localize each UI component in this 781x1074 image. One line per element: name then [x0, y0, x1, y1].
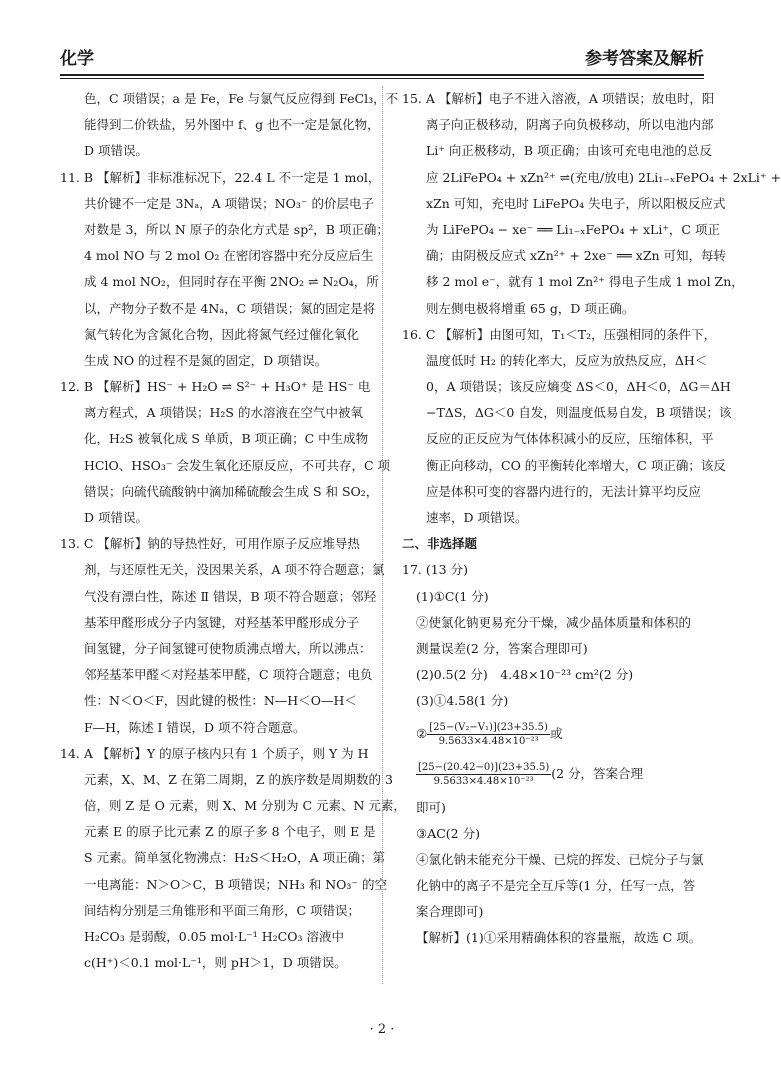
left-col-line: 13. C 【解析】钠的导热性好，可用作原子反应堆导热	[60, 536, 360, 552]
right-bottom-line: ④氯化钠未能充分干燥、已烷的挥发、已烷分子与氯	[416, 851, 704, 867]
left-col-line: c(H⁺)＜0.1 mol·L⁻¹，则 pH＞1，D 项错误。	[84, 955, 347, 971]
right-bottom-line: 【解析】(1)①采用精确体积的容量瓶，故选 C 项。	[416, 930, 702, 946]
left-col-line: 氮气转化为含氮化合物，因此将氮气经过催化氧化	[84, 326, 360, 342]
right-top-line: 15. A 【解析】电子不进入溶液，A 项错误；放电时，阳	[402, 91, 715, 106]
left-col-line: D 项错误。	[84, 510, 148, 525]
right-top-line: 反应的正反应为气体体积减小的反应，压缩体积，平	[426, 431, 714, 447]
right-top-line: 离子向正极移动，阴离子向负极移动，所以电池内部	[426, 117, 714, 133]
left-col-line: 一电离能：N＞O＞C，B 项错误；NH₃ 和 NO₃⁻ 的空	[84, 876, 387, 892]
right-column	[402, 86, 781, 952]
left-col-line: 色，C 项错误；a 是 Fe，Fe 与氯气反应得到 FeCl₃，不	[84, 91, 399, 106]
left-column	[60, 86, 406, 976]
header-rule-thick	[60, 74, 704, 76]
right-top-line: xZn 可知，充电时 LiFePO₄ 失电子，所以阳极反应式	[426, 195, 726, 211]
left-col-line: 倍，则 Z 是 O 元素，则 X、M 分别为 C 元素、N 元素，	[84, 798, 406, 814]
right-top-line: Li⁺ 向正极移动，B 项正确；由该可充电电池的总反	[426, 143, 713, 159]
right-top-line: 则左侧电极将增重 65 g，D 项正确。	[426, 300, 635, 316]
right-top-line: 应 2LiFePO₄ + xZn²⁺ ⇌(充电/放电) 2Li₁₋ₓFePO₄ + 2xLi⁺ +	[426, 169, 781, 185]
formula-or: 或	[549, 726, 563, 742]
right-top-line: 应是体积可变的容器内进行的，无法计算平均反应	[426, 483, 702, 499]
formula-marker: ②	[416, 726, 428, 742]
left-col-line: 间氢键，分子间氢键可使物质沸点增大，所以沸点：	[84, 640, 372, 656]
right-top-line: 速率，D 项错误。	[426, 510, 528, 525]
right-top-line: 为 LiFePO₄ − xe⁻ ══ Li₁₋ₓFePO₄ + xLi⁺，C 项正	[426, 221, 720, 237]
left-col-line: 以，产物分子数不是 4Nₐ，C 项错误；氮的固定是将	[84, 300, 376, 316]
left-col-line: 邻羟基苯甲醛＜对羟基苯甲醛，C 项符合题意；电负	[84, 667, 373, 683]
right-top-line: 温度低时 H₂ 的转化率大，反应为放热反应，ΔH＜	[426, 352, 708, 368]
left-col-line: 共价键不一定是 3Nₐ，A 项错误；NO₃⁻ 的价层电子	[84, 195, 374, 211]
page-number: · 2 ·	[369, 1022, 395, 1037]
left-col-line: 11. B 【解析】非标准标况下，22.4 L 不一定是 1 mol，	[60, 169, 381, 185]
right-top-line: 0，A 项错误；该反应熵变 ΔS＜0，ΔH＜0，ΔG＝ΔH	[426, 379, 731, 395]
right-top-line: 测量误差(2 分，答案合理即可)	[416, 640, 588, 656]
right-bottom-line: 即可)	[416, 799, 446, 815]
right-top-line: ②使氯化钠更易充分干燥，减少晶体质量和体积的	[416, 614, 692, 630]
left-col-line: HClO、HSO₃⁻ 会发生氧化还原反应，不可共存，C 项	[84, 457, 391, 473]
right-top-line: 二、非选择题	[402, 536, 478, 552]
left-col-line: 性：N＜O＜F，因此键的极性：N—H＜O—H＜	[84, 693, 357, 709]
right-bottom-line: 化钠中的离子不是完全互斥等(1 分，任写一点，答	[416, 878, 696, 894]
left-col-line: S 元素。简单氢化物沸点：H₂S＜H₂O，A 项正确；第	[84, 850, 386, 866]
left-col-line: 气没有漂白性，陈述 Ⅱ 错误，B 项不符合题意；邻羟	[84, 588, 377, 604]
left-col-line: 间结构分别是三角锥形和平面三角形，C 项错误；	[84, 902, 361, 918]
left-col-line: 成 4 mol NO₂，但同时存在平衡 2NO₂ ⇌ N₂O₄，所	[84, 274, 379, 290]
page-header	[60, 44, 704, 74]
fraction-2-numerator: [25−(20.42−0)](23+35.5)	[418, 762, 550, 773]
left-col-line: 14. A 【解析】Y 的原子核内只有 1 个质子，则 Y 为 H	[60, 745, 369, 761]
fraction-1-denominator: 9.5633×4.48×10⁻²³	[438, 736, 539, 747]
left-col-line: D 项错误。	[84, 143, 148, 159]
formula-line-1	[402, 715, 704, 755]
right-top-line: (1)①C(1 分)	[416, 588, 489, 604]
section-title: 参考答案及解析	[585, 49, 704, 69]
left-col-line: 4 mol NO 与 2 mol O₂ 在密闭容器中充分反应后生	[84, 248, 374, 264]
fraction-1	[427, 721, 550, 748]
left-col-line: 元素，X、M、Z 在第二周期，Z 的族序数是周期数的 3	[84, 771, 393, 787]
fraction-2-denominator: 9.5633×4.48×10⁻²³	[433, 776, 534, 787]
right-top-line: 衡正向移动，CO 的平衡转化率增大，C 项正确；该反	[426, 457, 726, 473]
left-col-line: 离方程式，A 项错误；H₂S 的水溶液在空气中被氧	[84, 405, 363, 421]
left-col-line: 生成 NO 的过程不是氮的固定，D 项错误。	[84, 352, 328, 368]
right-top-line: (2)0.5(2 分) 4.48×10⁻²³ cm²(2 分)	[416, 667, 634, 683]
fraction-1-numerator: [25−(V₂−V₁)](23+35.5)	[429, 722, 548, 733]
right-top-line: (3)①4.58(1 分)	[416, 693, 509, 709]
formula-line-2	[402, 755, 704, 795]
right-bottom-line: 案合理即可)	[416, 904, 484, 920]
right-bottom-line: ③AC(2 分)	[416, 825, 480, 841]
left-col-line: 错误；向硫代硫酸钠中滴加稀硫酸会生成 S 和 SO₂，	[84, 483, 379, 499]
fraction-2	[416, 761, 551, 788]
left-col-line: H₂CO₃ 是弱酸，0.05 mol·L⁻¹ H₂CO₃ 溶液中	[84, 929, 344, 944]
right-top-line: 17. (13 分)	[402, 562, 468, 578]
left-col-line: 元素 E 的原子比元素 Z 的原子多 8 个电子，则 E 是	[84, 824, 376, 840]
right-top-line: 确；由阴极反应式 xZn²⁺ + 2xe⁻ ══ xZn 可知，每转	[426, 248, 727, 264]
right-top-line: 16. C 【解析】由图可知，T₁＜T₂，压强相同的条件下，	[402, 326, 717, 342]
header-rule-thin	[60, 78, 704, 79]
formula-note: (2 分，答案合理	[551, 766, 644, 782]
left-col-line: 化，H₂S 被氧化成 S 单质，B 项正确；C 中生成物	[84, 431, 369, 447]
left-col-line: 剂，与还原性无关，没因果关系，A 项不符合题意；氯	[84, 562, 385, 578]
right-top-line: 移 2 mol e⁻，就有 1 mol Zn²⁺ 得电子生成 1 mol Zn，	[426, 274, 744, 290]
left-col-line: F—H，陈述 Ⅰ 错误，D 项不符合题意。	[84, 719, 306, 735]
left-col-line: 12. B 【解析】HS⁻ + H₂O ⇌ S²⁻ + H₃O⁺ 是 HS⁻ 电	[60, 379, 371, 395]
left-col-line: 能得到二价铁盐，另外图中 f、g 也不一定是氯化物，	[84, 117, 380, 133]
column-divider	[382, 86, 383, 984]
right-top-line: −TΔS，ΔG＜0 自发，则温度低易自发，B 项错误；该	[426, 405, 732, 421]
left-col-line: 基苯甲醛形成分子内氢键，对羟基苯甲醛形成分子	[84, 614, 360, 630]
subject-title: 化学	[60, 49, 94, 69]
left-col-line: 对数是 3，所以 N 原子的杂化方式是 sp²，B 项正确；	[84, 221, 389, 237]
